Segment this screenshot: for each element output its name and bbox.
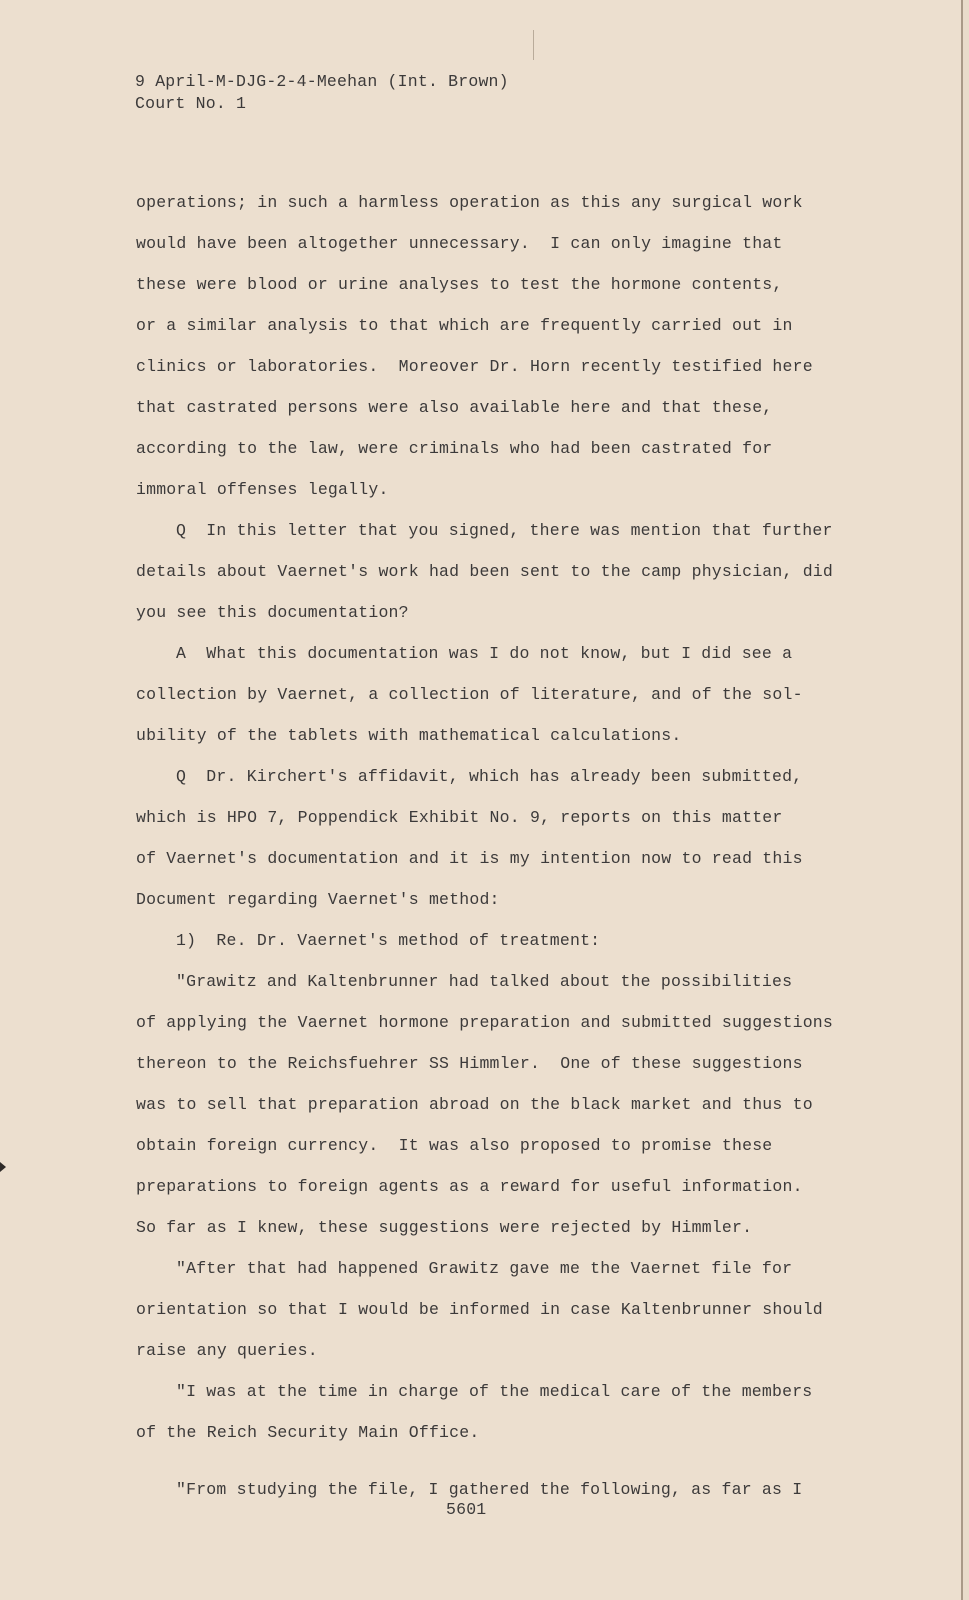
body-line: according to the law, were criminals who had been castrated for	[136, 439, 773, 458]
body-line: Document regarding Vaernet's method:	[136, 890, 500, 909]
body-line: details about Vaernet's work had been sent to the camp physician, did	[136, 562, 834, 581]
body-line: collection by Vaernet, a collection of literature, and of the sol-	[136, 685, 803, 704]
binding-mark	[533, 30, 534, 60]
body-line: "I was at the time in charge of the medical care of the members	[176, 1382, 813, 1401]
body-line: ubility of the tablets with mathematical calculations.	[136, 726, 682, 745]
body-line: obtain foreign currency. It was also proposed to promise these	[136, 1136, 773, 1155]
body-line: "From studying the file, I gathered the following, as far as I	[176, 1480, 803, 1499]
body-line: immoral offenses legally.	[136, 480, 389, 499]
body-line: A What this documentation was I do not know, but I did see a	[176, 644, 793, 663]
header-line-2: Court No. 1	[135, 94, 247, 113]
body-line: preparations to foreign agents as a reward for useful information.	[136, 1177, 803, 1196]
body-line: would have been altogether unnecessary. I can only imagine that	[136, 234, 783, 253]
body-line: or a similar analysis to that which are frequently carried out in	[136, 316, 793, 335]
body-line: of Vaernet's documentation and it is my intention now to read this	[136, 849, 803, 868]
binding-arrow-icon	[0, 1162, 6, 1172]
body-line: of applying the Vaernet hormone preparation and submitted suggestions	[136, 1013, 834, 1032]
body-line: thereon to the Reichsfuehrer SS Himmler. One of these suggestions	[136, 1054, 803, 1073]
body-line: that castrated persons were also available here and that these,	[136, 398, 773, 417]
body-line: Q Dr. Kirchert's affidavit, which has already been submitted,	[176, 767, 803, 786]
body-line: of the Reich Security Main Office.	[136, 1423, 480, 1442]
body-line: clinics or laboratories. Moreover Dr. Horn recently testified here	[136, 357, 813, 376]
body-line: 1) Re. Dr. Vaernet's method of treatment:	[176, 931, 601, 950]
header-line-1: 9 April-M-DJG-2-4-Meehan (Int. Brown)	[135, 72, 509, 91]
body-line: So far as I knew, these suggestions were rejected by Himmler.	[136, 1218, 753, 1237]
body-line: orientation so that I would be informed in case Kaltenbrunner should	[136, 1300, 823, 1319]
body-line: which is HPO 7, Poppendick Exhibit No. 9, reports on this matter	[136, 808, 783, 827]
page-number: 5601	[446, 1500, 487, 1519]
body-line: was to sell that preparation abroad on the black market and thus to	[136, 1095, 813, 1114]
body-line: Q In this letter that you signed, there was mention that further	[176, 521, 833, 540]
body-line: raise any queries.	[136, 1341, 318, 1360]
body-line: "Grawitz and Kaltenbrunner had talked about the possibilities	[176, 972, 793, 991]
body-line: these were blood or urine analyses to test the hormone contents,	[136, 275, 783, 294]
body-line: operations; in such a harmless operation as this any surgical work	[136, 193, 803, 212]
body-line: you see this documentation?	[136, 603, 409, 622]
body-line: "After that had happened Grawitz gave me the Vaernet file for	[176, 1259, 793, 1278]
